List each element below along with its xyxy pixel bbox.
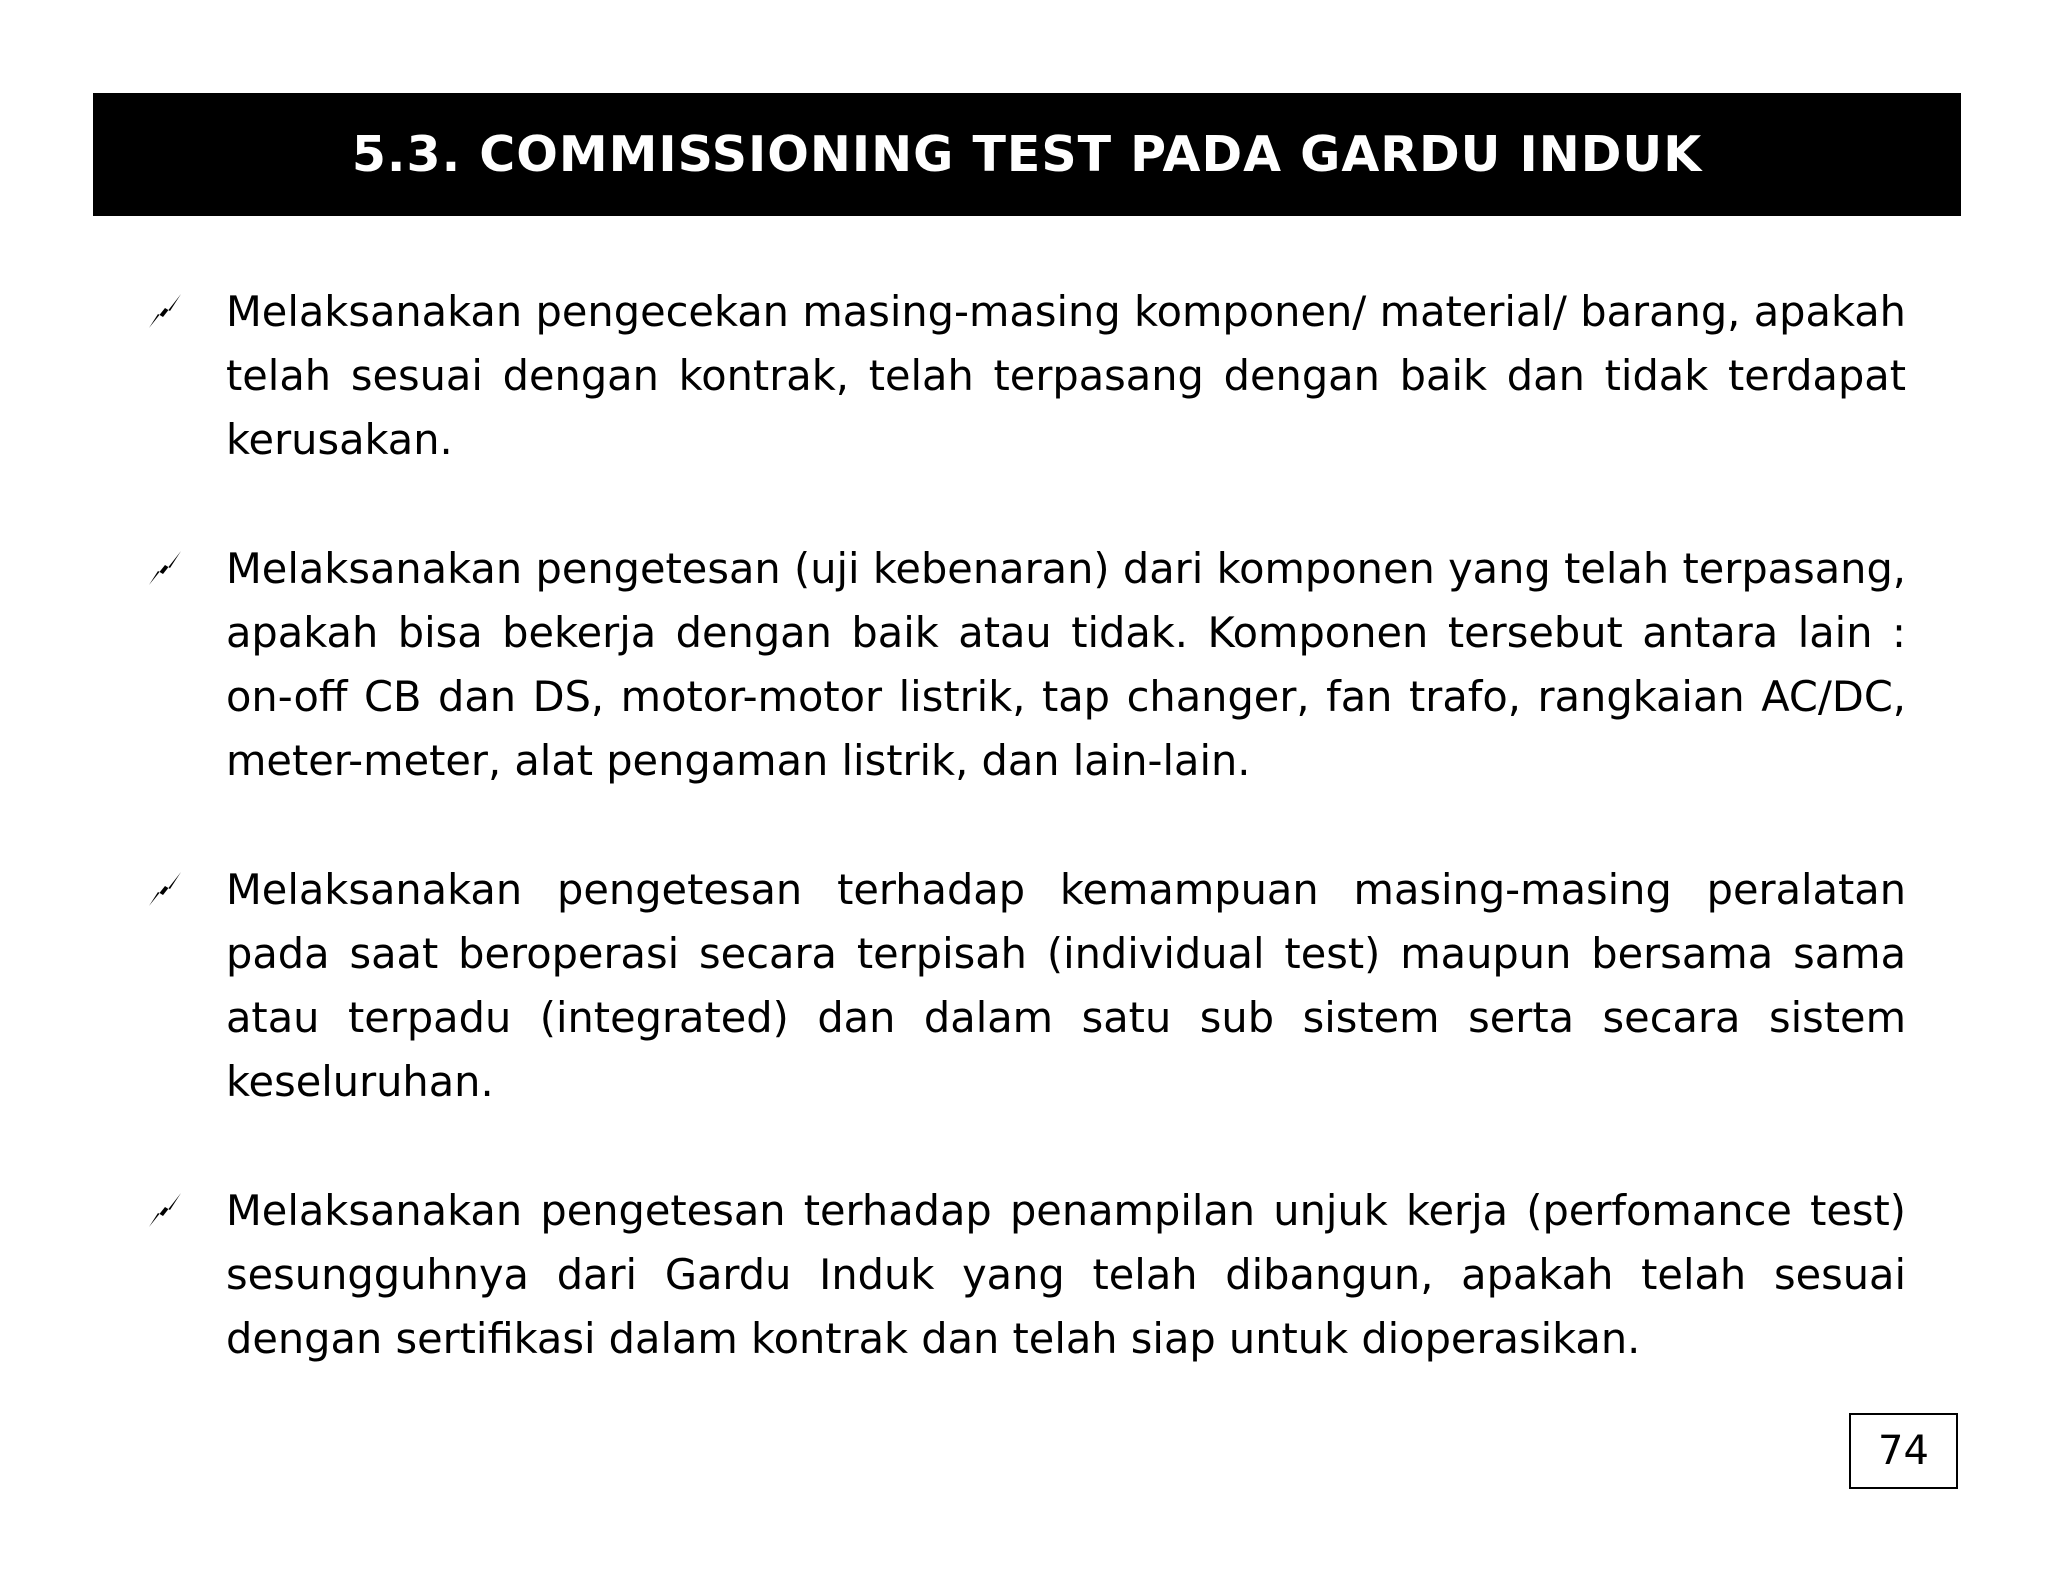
- lightning-bolt-icon: [148, 1192, 182, 1228]
- list-item: [148, 858, 1906, 1114]
- bullet-text: Melaksanakan pengetesan terhadap kemampuan masing-masing peralatan pada saat beroperasi secara terpisah (individual test) maupun bersama sama atau terpadu (integrated) dan dalam satu sub sistem serta secara sistem keseluruhan.: [226, 865, 1906, 1106]
- list-item: [148, 280, 1906, 472]
- section-header-bar: [93, 93, 1961, 216]
- page-number: 74: [1849, 1413, 1958, 1489]
- bullet-text: Melaksanakan pengecekan masing-masing komponen/ material/ barang, apakah telah sesuai dengan kontrak, telah terpasang dengan baik dan tidak terdapat kerusakan.: [226, 287, 1906, 464]
- section-title: 5.3. COMMISSIONING TEST PADA GARDU INDUK: [351, 126, 1703, 183]
- list-item: [148, 1179, 1906, 1371]
- bullet-list: [148, 280, 1906, 1436]
- lightning-bolt-icon: [148, 871, 182, 907]
- bullet-text: Melaksanakan pengetesan (uji kebenaran) dari komponen yang telah terpasang, apakah bisa bekerja dengan baik atau tidak. Komponen tersebut antara lain : on-off CB dan DS, motor-motor listrik, tap changer, fan trafo, rangkaian AC/DC, meter-meter, alat pengaman listrik, dan lain-lain.: [226, 544, 1906, 785]
- lightning-bolt-icon: [148, 550, 182, 586]
- bullet-text: Melaksanakan pengetesan terhadap penampilan unjuk kerja (perfomance test) sesungguhnya dari Gardu Induk yang telah dibangun, apakah telah sesuai dengan sertifikasi dalam kontrak dan telah siap untuk dioperasikan.: [226, 1186, 1906, 1363]
- lightning-bolt-icon: [148, 293, 182, 329]
- list-item: [148, 537, 1906, 793]
